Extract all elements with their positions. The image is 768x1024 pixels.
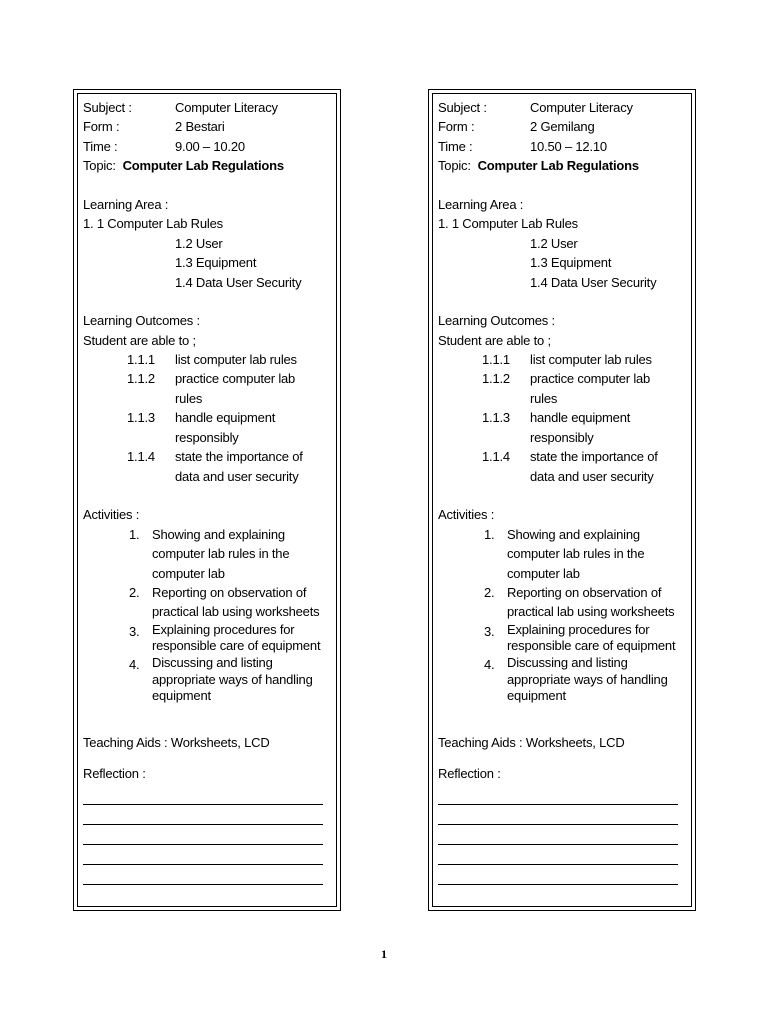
topic-value: Computer Lab Regulations — [477, 158, 639, 174]
outcome-number: 1.1.3 — [482, 410, 510, 426]
outcome-item — [438, 408, 689, 447]
learning-area-item: 1.3 Equipment — [530, 255, 612, 271]
activity-number: 1. — [484, 526, 495, 542]
outcome-item — [83, 447, 334, 486]
learning-area-label: Learning Area : — [438, 196, 524, 212]
card-content — [438, 98, 689, 885]
activity-number: 2. — [129, 584, 140, 600]
activities-label: Activities : — [83, 507, 140, 523]
learning-area-item: 1.3 Equipment — [175, 255, 257, 271]
subject-label: Subject : — [438, 100, 487, 115]
lesson-card-right — [428, 89, 696, 911]
topic-label: Topic: — [438, 158, 471, 174]
outcome-number: 1.1.3 — [127, 410, 155, 426]
outcome-text: handle equipment responsibly — [530, 410, 631, 445]
activity-item — [438, 583, 689, 622]
outcome-number: 1.1.4 — [482, 449, 510, 465]
reflection-line — [83, 865, 323, 885]
topic-row — [438, 156, 689, 175]
card-content — [83, 98, 334, 885]
time-row — [83, 137, 334, 156]
outcome-text: list computer lab rules — [530, 352, 652, 368]
reflection-line — [83, 825, 323, 845]
activity-item — [83, 583, 334, 622]
activity-text: Reporting on observation of practical lab using worksheets — [152, 584, 320, 620]
activity-number: 3. — [129, 623, 140, 639]
outcome-text: handle equipment responsibly — [175, 410, 276, 445]
subject-row — [438, 98, 689, 117]
outcome-text: list computer lab rules — [175, 352, 297, 368]
form-label: Form : — [83, 119, 120, 135]
activity-number: 2. — [484, 584, 495, 600]
activity-text: Explaining procedures for responsible care of equipment — [152, 621, 321, 654]
outcome-text: state the importance of data and user security — [530, 449, 658, 484]
subject-row — [83, 98, 334, 117]
reflection-lines — [83, 785, 334, 885]
activity-number: 4. — [129, 656, 140, 672]
outcome-item — [83, 408, 334, 447]
reflection-line — [83, 845, 323, 865]
activities-list — [438, 525, 689, 705]
activity-text: Explaining procedures for responsible care of equipment — [507, 621, 676, 654]
teaching-aids-row — [83, 733, 334, 752]
subject-value: Computer Literacy — [175, 100, 278, 115]
time-row — [438, 137, 689, 156]
form-value: 2 Gemilang — [530, 119, 595, 135]
learning-outcomes-label: Learning Outcomes : — [438, 313, 555, 329]
outcomes-intro: Student are able to ; — [438, 332, 551, 348]
outcome-text: practice computer lab rules — [530, 371, 651, 406]
activity-item — [83, 655, 334, 705]
outcome-number: 1.1.1 — [482, 352, 510, 368]
page-number: 1 — [381, 947, 387, 961]
reflection-line — [438, 865, 678, 885]
form-label: Form : — [438, 119, 475, 135]
learning-area-item: 1. 1 Computer Lab Rules — [438, 216, 578, 232]
topic-row — [83, 156, 334, 175]
topic-value: Computer Lab Regulations — [122, 158, 284, 174]
time-label: Time : — [438, 138, 473, 154]
activity-text: Showing and explaining computer lab rules in the computer lab — [152, 526, 290, 581]
activities-list — [83, 525, 334, 705]
activity-item — [83, 622, 334, 655]
learning-area-list — [83, 214, 334, 292]
time-value: 9.00 – 10.20 — [175, 138, 245, 154]
activity-text: Discussing and listing appropriate ways of handling equipment — [507, 654, 668, 704]
outcome-item — [438, 350, 689, 369]
subject-value: Computer Literacy — [530, 100, 633, 115]
teaching-aids-label: Teaching Aids : — [83, 734, 168, 750]
form-value: 2 Bestari — [175, 119, 225, 135]
outcome-number: 1.1.1 — [127, 352, 155, 368]
reflection-line — [83, 805, 323, 825]
activity-item — [438, 525, 689, 583]
activities-label: Activities : — [438, 507, 495, 523]
outcome-number: 1.1.4 — [127, 449, 155, 465]
outcome-text: practice computer lab rules — [175, 371, 296, 406]
form-row — [83, 117, 334, 136]
teaching-aids-row — [438, 733, 689, 752]
activity-item — [83, 525, 334, 583]
reflection-line — [438, 825, 678, 845]
activity-item — [438, 622, 689, 655]
reflection-line — [438, 805, 678, 825]
learning-area-item: 1. 1 Computer Lab Rules — [83, 216, 223, 232]
reflection-line — [83, 785, 323, 805]
reflection-line — [438, 785, 678, 805]
learning-outcomes-label: Learning Outcomes : — [83, 313, 200, 329]
outcome-number: 1.1.2 — [127, 371, 155, 387]
outcome-item — [83, 369, 334, 408]
outcomes-intro: Student are able to ; — [83, 332, 196, 348]
outcomes-list — [83, 350, 334, 486]
teaching-aids-label: Teaching Aids : — [438, 734, 523, 750]
lesson-card-left — [73, 89, 341, 911]
subject-label: Subject : — [83, 100, 132, 115]
time-value: 10.50 – 12.10 — [530, 138, 607, 154]
learning-area-item: 1.4 Data User Security — [530, 274, 657, 290]
learning-area-label: Learning Area : — [83, 196, 169, 212]
activity-number: 3. — [484, 623, 495, 639]
reflection-label: Reflection : — [83, 766, 146, 782]
outcome-text: state the importance of data and user security — [175, 449, 303, 484]
outcome-item — [438, 447, 689, 486]
reflection-label: Reflection : — [438, 766, 501, 782]
outcome-number: 1.1.2 — [482, 371, 510, 387]
topic-label: Topic: — [83, 158, 116, 174]
reflection-line — [438, 845, 678, 865]
learning-area-item: 1.2 User — [530, 235, 578, 251]
learning-area-item: 1.2 User — [175, 235, 223, 251]
teaching-aids-value: Worksheets, LCD — [170, 734, 270, 750]
teaching-aids-value: Worksheets, LCD — [525, 734, 625, 750]
form-row — [438, 117, 689, 136]
learning-area-item: 1.4 Data User Security — [175, 274, 302, 290]
activity-number: 4. — [484, 656, 495, 672]
outcomes-list — [438, 350, 689, 486]
reflection-lines — [438, 785, 689, 885]
outcome-item — [83, 350, 334, 369]
activity-item — [438, 655, 689, 705]
outcome-item — [438, 369, 689, 408]
learning-area-list — [438, 214, 689, 292]
activity-text: Reporting on observation of practical lab using worksheets — [507, 584, 675, 620]
time-label: Time : — [83, 138, 118, 154]
activity-text: Discussing and listing appropriate ways of handling equipment — [152, 654, 313, 704]
activity-text: Showing and explaining computer lab rules in the computer lab — [507, 526, 645, 581]
activity-number: 1. — [129, 526, 140, 542]
